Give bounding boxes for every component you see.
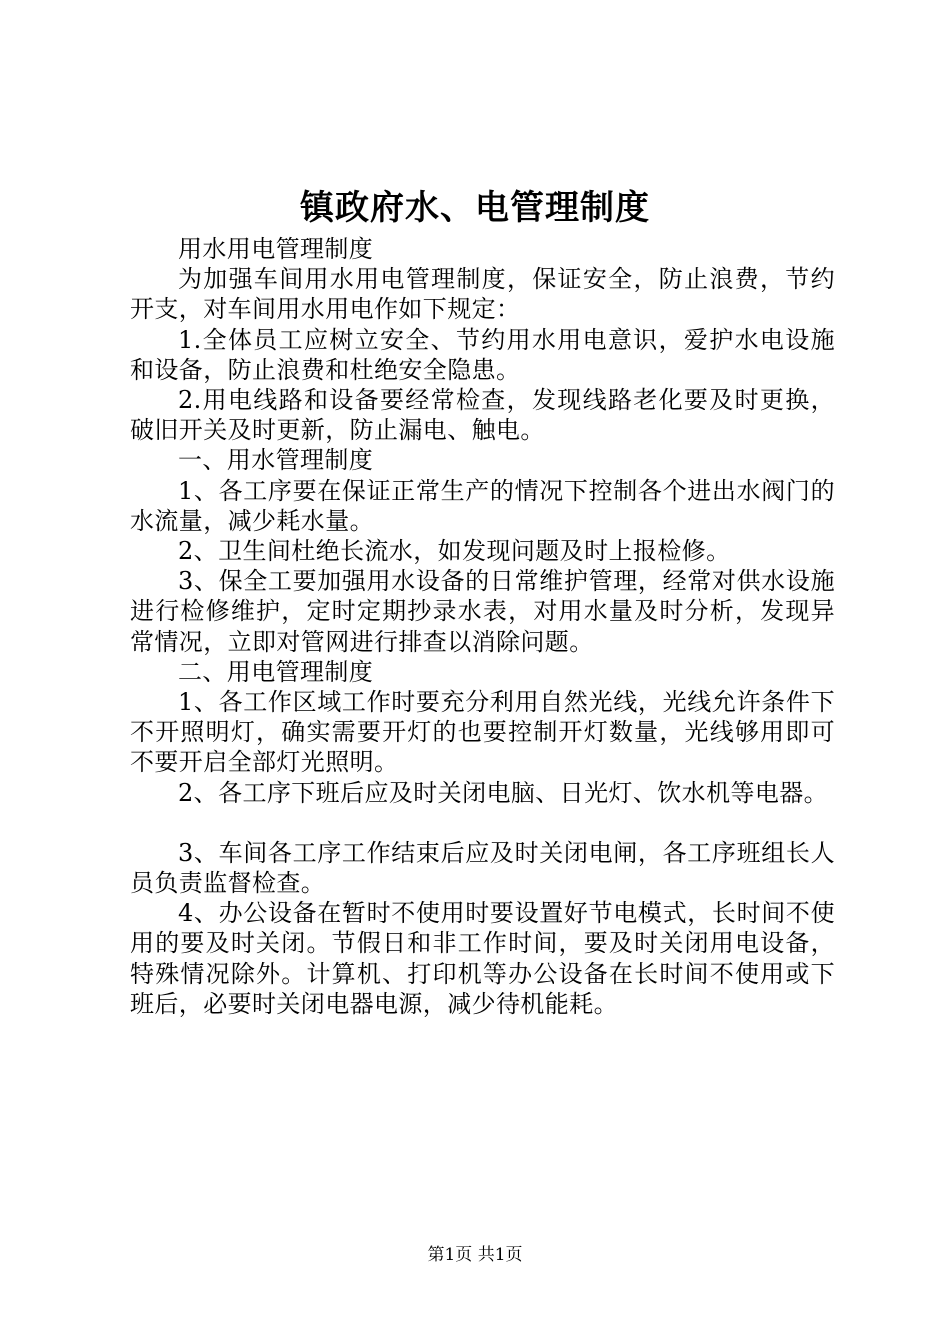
paragraph-water-2: 2、卫生间杜绝长流水，如发现问题及时上报检修。: [178, 537, 731, 566]
paragraph-water-1: 1、各工序要在保证正常生产的情况下控制各个进出水阀门的水流量，减少耗水量。: [130, 476, 835, 535]
paragraph-electric-4: 4、办公设备在暂时不使用时要设置好节电模式，长时间不使用的要及时关闭。节假日和非工作时间，要及时关闭用电设备，特殊情况除外。计算机、打印机等办公设备在长时间不使用或下班后，必要时关闭电器电源，减少待机能耗。: [130, 899, 835, 1018]
paragraph-subtitle: 用水用电管理制度: [178, 235, 374, 263]
section-heading-electric: 二、用电管理制度: [178, 657, 374, 686]
document-title: 镇政府水、电管理制度: [300, 188, 650, 228]
paragraph-water-3: 3、保全工要加强用水设备的日常维护管理，经常对供水设施进行检修维护，定时定期抄录水表，对用水量及时分析，发现异常情况，立即对管网进行排查以消除问题。: [130, 567, 835, 656]
paragraph-rule-1: 1.全体员工应树立安全、节约用水用电意识，爱护水电设施和设备，防止浪费和杜绝安全隐患。: [130, 325, 835, 384]
document-body: [130, 234, 835, 1019]
paragraph-electric-1: 1、各工作区域工作时要充分利用自然光线，光线允许条件下不开照明灯，确实需要开灯的也要控制开灯数量，光线够用即可不要开启全部灯光照明。: [130, 688, 835, 777]
page-footer: 第1页 共1页: [427, 1245, 523, 1265]
paragraph-intro: 为加强车间用水用电管理制度，保证安全，防止浪费，节约开支，对车间用水用电作如下规定：: [130, 265, 835, 324]
paragraph-rule-2: 2.用电线路和设备要经常检查，发现线路老化要及时更换，破旧开关及时更新，防止漏电、触电。: [130, 386, 835, 445]
paragraph-electric-3: 3、车间各工序工作结束后应及时关闭电闸，各工序班组长人员负责监督检查。: [130, 838, 835, 898]
paragraph-electric-2: 2、各工序下班后应及时关闭电脑、日光灯、饮水机等电器。: [178, 778, 829, 807]
section-heading-water: 一、用水管理制度: [178, 446, 374, 475]
